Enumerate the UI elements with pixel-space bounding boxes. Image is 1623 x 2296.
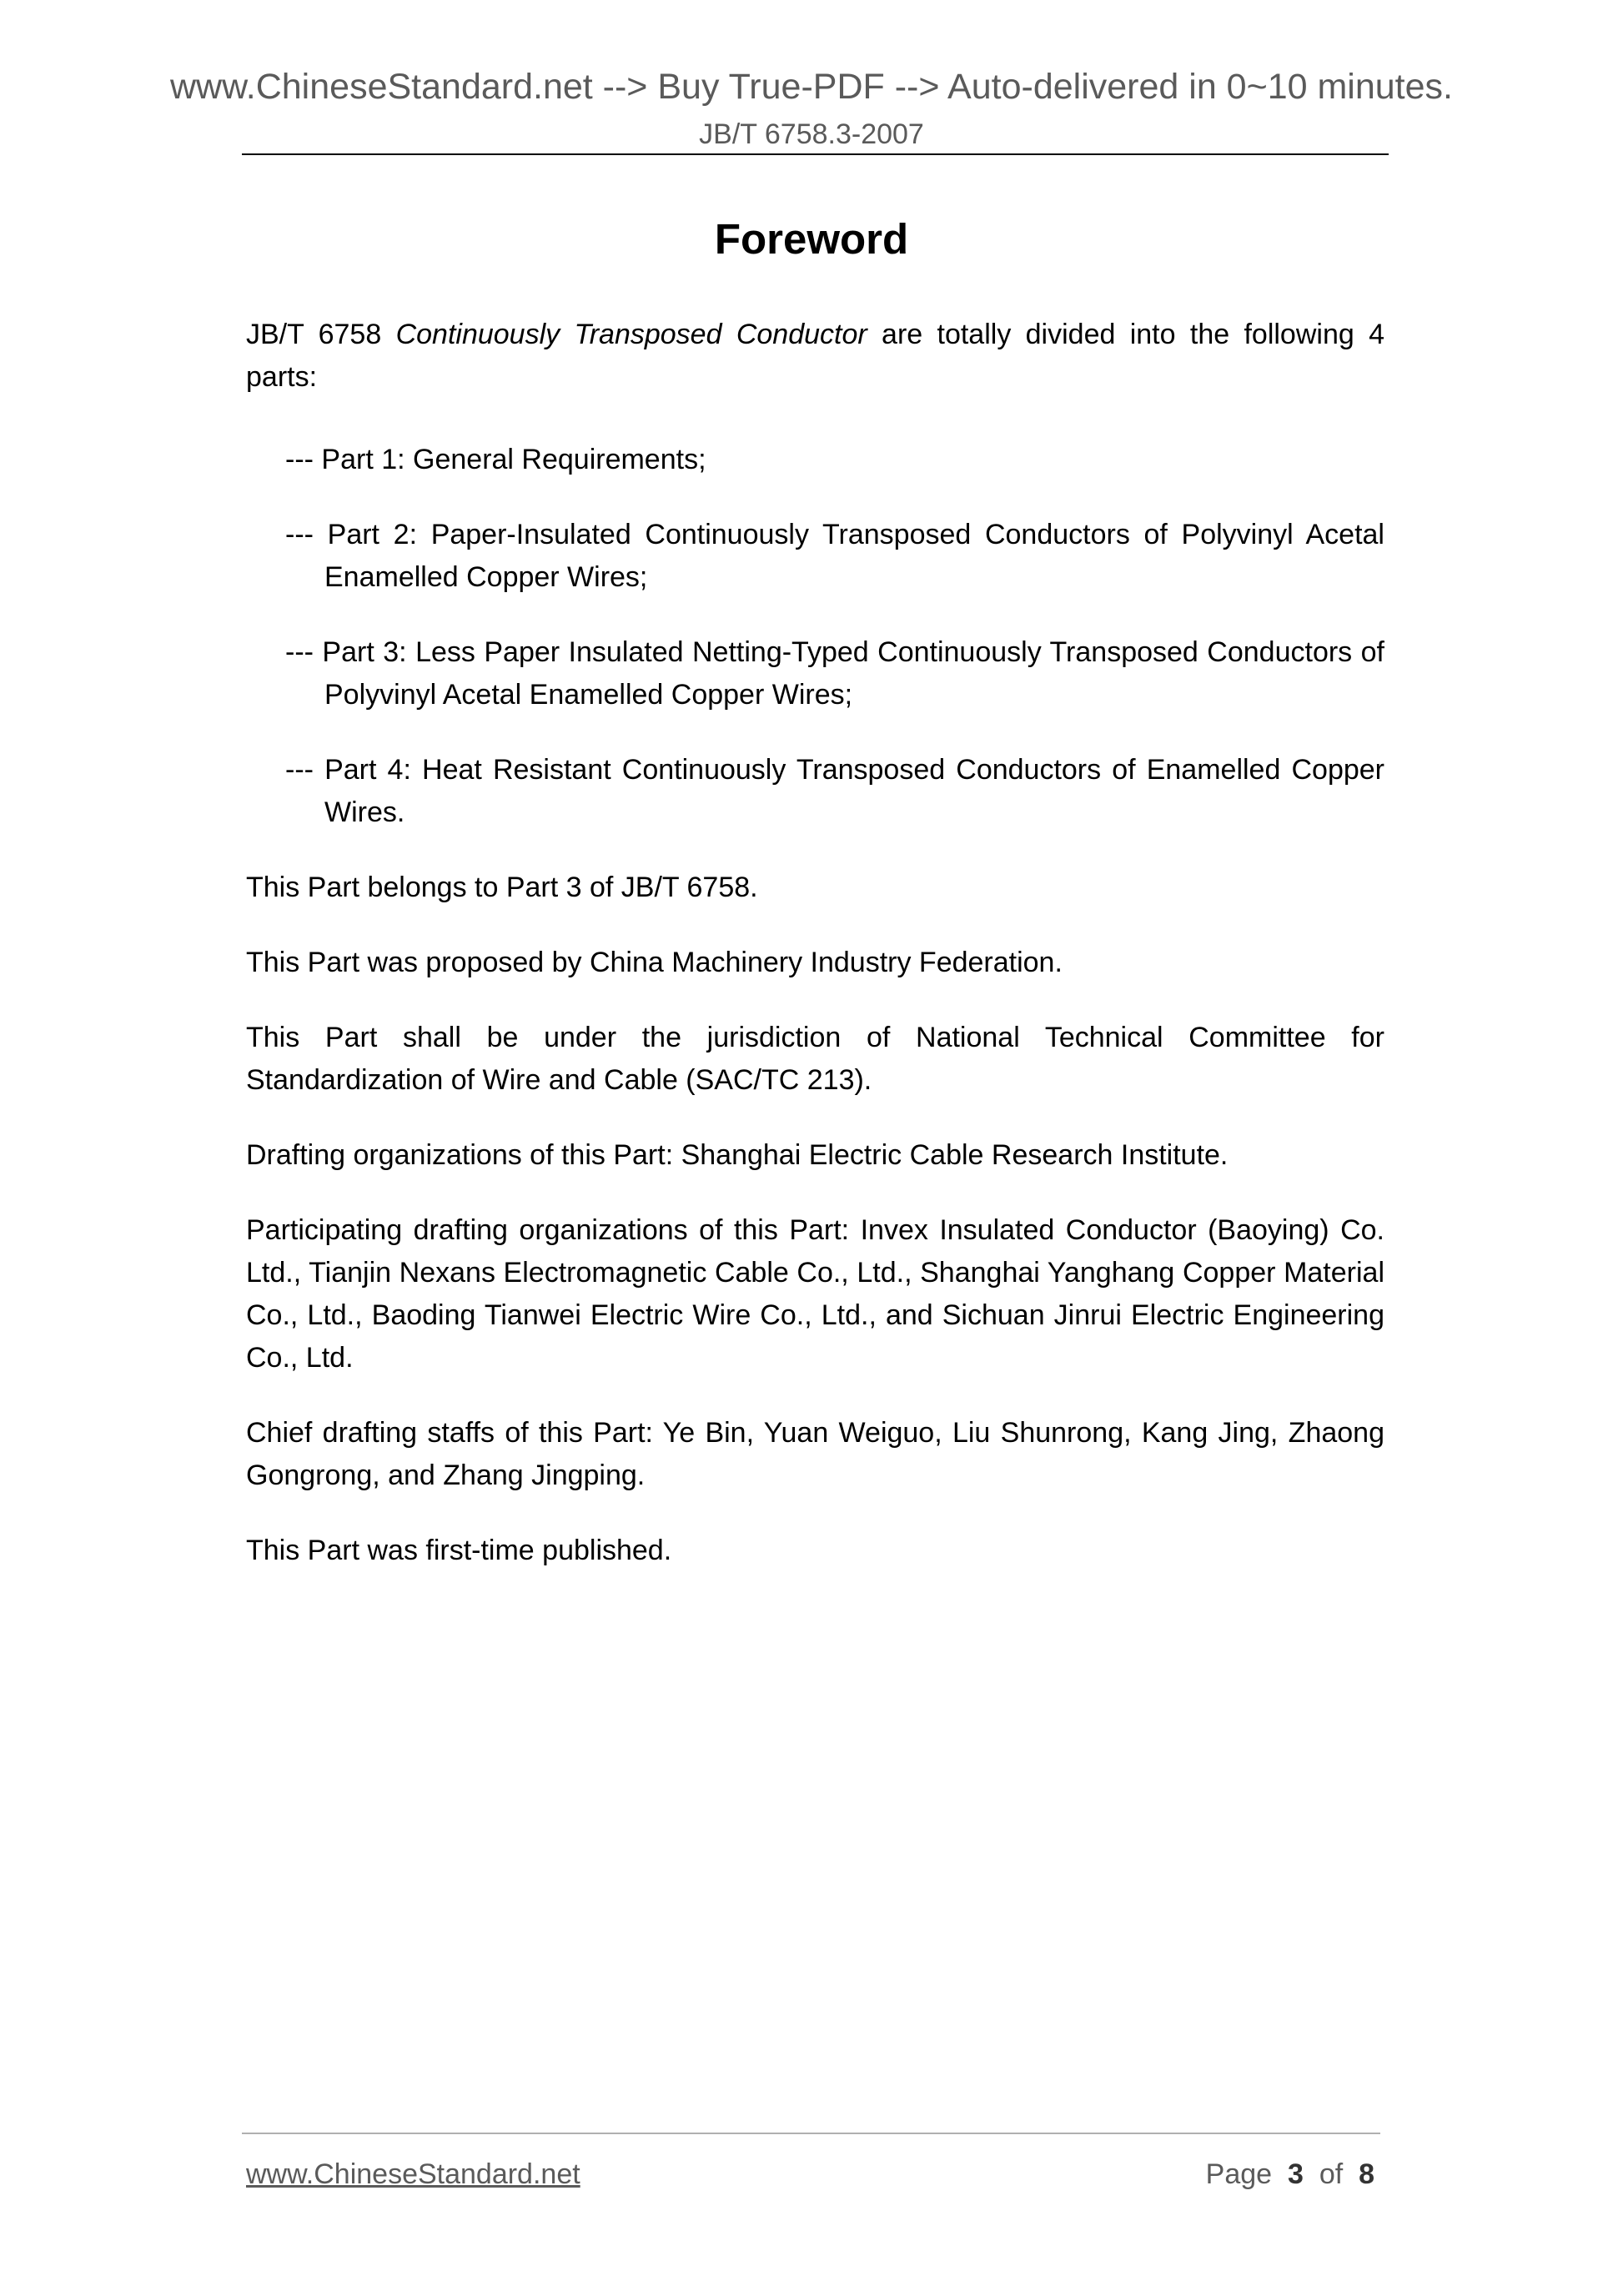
paragraph-part-belongs: This Part belongs to Part 3 of JB/T 6758.	[246, 872, 758, 903]
page-total: 8	[1359, 2158, 1374, 2190]
footer-website-link[interactable]: www.ChineseStandard.net	[246, 2158, 580, 2190]
part-list-item: --- Part 3: Less Paper Insulated Netting-Typed Continuously Transposed Conductors of Polyvinyl Acetal Enamelled Copper Wires;	[285, 636, 1384, 711]
paragraph-drafting-staff: Chief drafting staffs of this Part: Ye Bin, Yuan Weiguo, Liu Shunrong, Kang Jing, Zhaong Gongrong, and Zhang Jingping.	[246, 1417, 1384, 1491]
part-list-item: --- Part 4: Heat Resistant Continuously Transposed Conductors of Enamelled Copper Wires.	[285, 754, 1384, 828]
page-label: Page	[1205, 2158, 1273, 2190]
of-label: of	[1319, 2158, 1344, 2190]
paragraph-participating-organizations: Participating drafting organizations of this Part: Invex Insulated Conductor (Baoying) Co. Ltd., Tianjin Nexans Electromagnetic Cable Co., Ltd., Shanghai Yanghang Copper Material Co., Ltd., Baoding Tianwei Electric Wire Co., Ltd., and Sichuan Jinrui Electric Engineering Co., Ltd.	[246, 1214, 1384, 1374]
paragraph-drafting-organizations: Drafting organizations of this Part: Shanghai Electric Cable Research Institute.	[246, 1139, 1229, 1171]
foreword-body	[246, 314, 1384, 1605]
top-banner: www.ChineseStandard.net --> Buy True-PDF --> Auto-delivered in 0~10 minutes.	[169, 67, 1453, 107]
paragraph-jurisdiction: This Part shall be under the jurisdiction of National Technical Committee for Standardization of Wire and Cable (SAC/TC 213).	[246, 1022, 1384, 1096]
document-id: JB/T 6758.3-2007	[699, 118, 924, 150]
part-list-item: --- Part 1: General Requirements;	[285, 444, 706, 475]
standard-title: Continuously Transposed Conductor	[395, 319, 867, 350]
paragraph-proposed-by: This Part was proposed by China Machinery Industry Federation.	[246, 947, 1063, 978]
paragraph-publication: This Part was first-time published.	[246, 1535, 672, 1566]
intro-paragraph	[246, 314, 1384, 399]
header-divider	[242, 153, 1389, 155]
intro-suffix: are totally divided into the following 4 parts:	[246, 319, 1384, 393]
page-number: 3	[1287, 2158, 1304, 2190]
footer-divider	[242, 2133, 1380, 2134]
page-title: Foreword	[714, 215, 909, 263]
page-indicator	[1206, 2156, 1374, 2193]
part-list-item: --- Part 2: Paper-Insulated Continuously Transposed Conductors of Polyvinyl Acetal Enamelled Copper Wires;	[285, 519, 1384, 593]
intro-prefix: JB/T 6758	[246, 319, 396, 350]
